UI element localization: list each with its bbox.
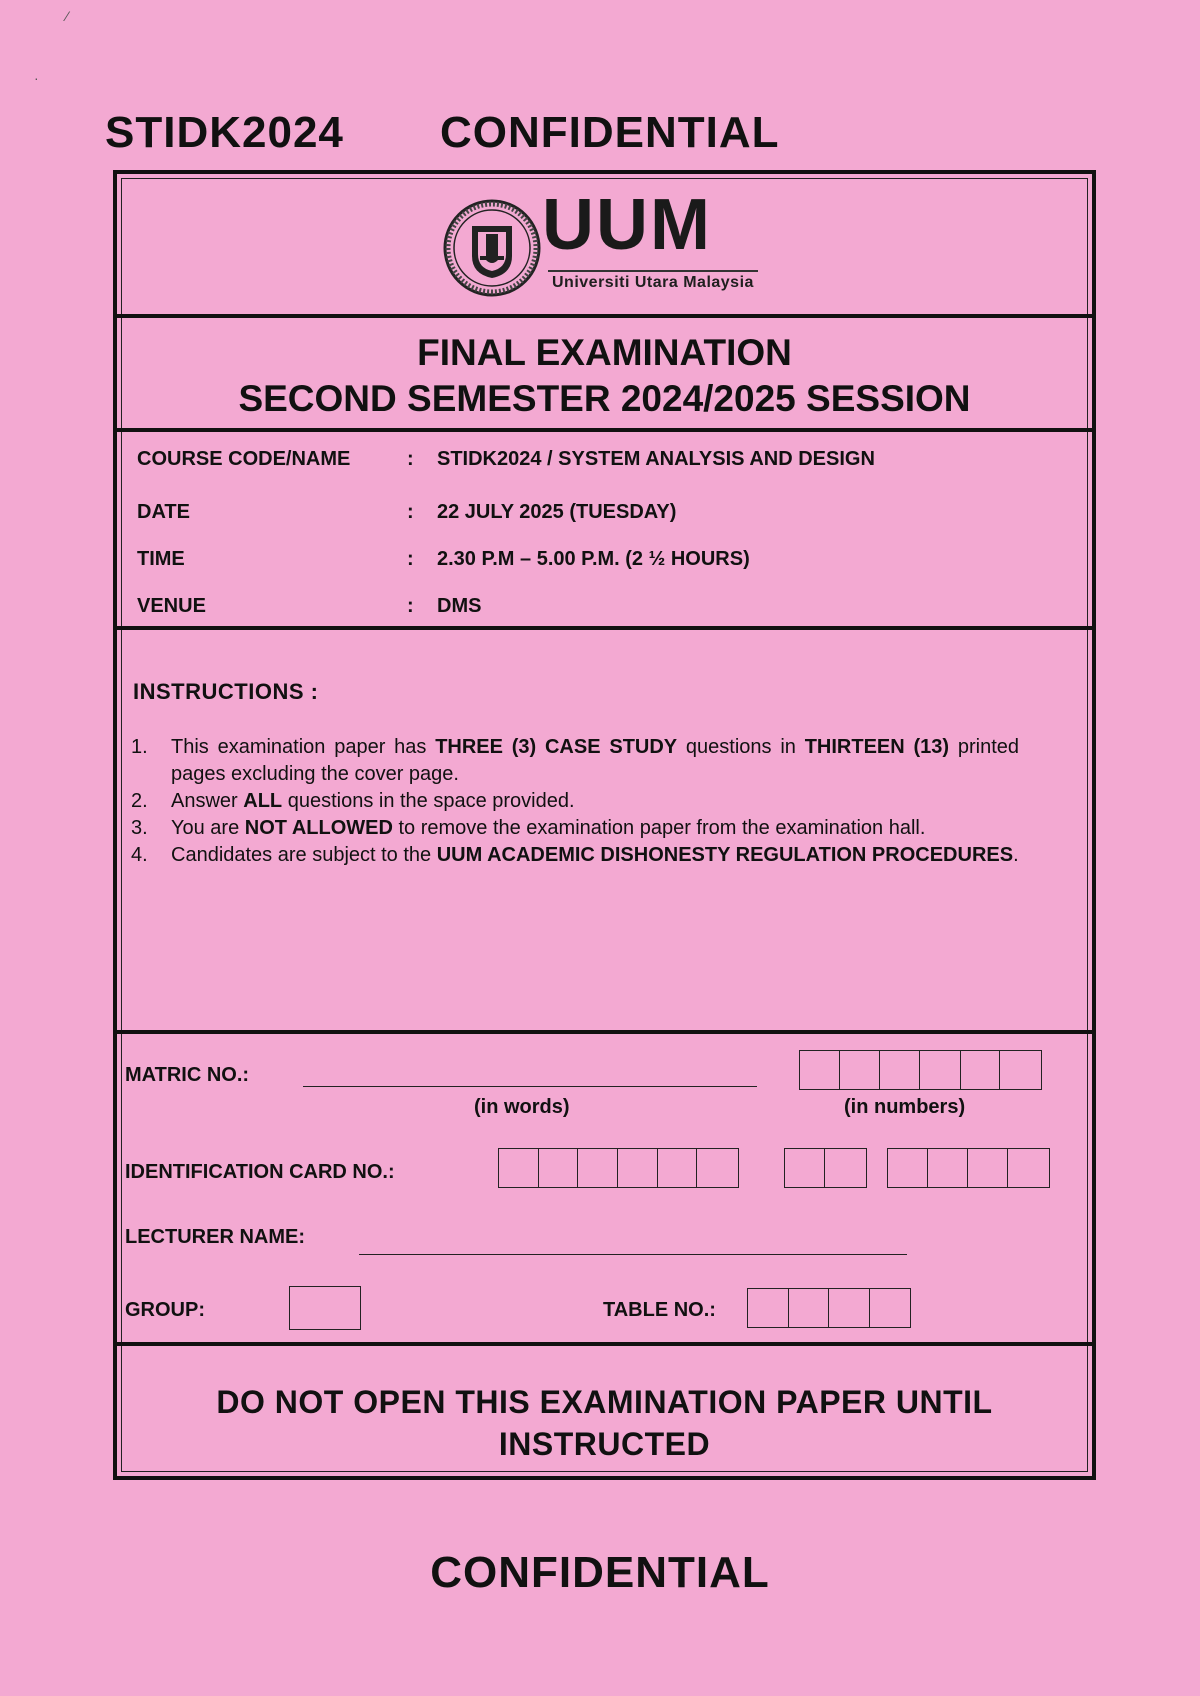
venue-label: VENUE	[137, 595, 206, 617]
cover-frame	[113, 170, 1096, 1480]
time-colon: :	[407, 548, 414, 570]
matric-words-line[interactable]	[303, 1086, 757, 1087]
scan-mark: ⁄	[66, 8, 69, 24]
exam-session: SECOND SEMESTER 2024/2025 SESSION	[238, 378, 971, 419]
date-value: 22 JULY 2025 (TUESDAY)	[437, 501, 677, 523]
divider	[117, 626, 1092, 630]
time-label: TIME	[137, 548, 185, 570]
divider	[117, 1342, 1092, 1346]
lecturer-line[interactable]	[359, 1254, 907, 1255]
matric-number-boxes[interactable]	[799, 1050, 1042, 1090]
table-boxes[interactable]	[747, 1288, 911, 1328]
ic-boxes-part3[interactable]	[887, 1148, 1050, 1188]
date-colon: :	[407, 501, 414, 523]
venue-colon: :	[407, 595, 414, 617]
venue-value: DMS	[437, 595, 482, 617]
date-label: DATE	[137, 501, 190, 523]
divider	[117, 314, 1092, 318]
matric-label: MATRIC NO.:	[125, 1064, 250, 1086]
instructions-list	[131, 734, 1019, 869]
table-label: TABLE NO.:	[603, 1299, 716, 1321]
instruction-item: 4. Candidates are subject to the UUM ACADEMIC DISHONESTY REGULATION PROCEDURES.	[131, 844, 1019, 866]
instruction-item: 1. This examination paper has THREE (3) CASE STUDY questions in THIRTEEN (13) printed pages excluding the cover page.	[131, 736, 1020, 785]
instruction-item: 3. You are NOT ALLOWED to remove the examination paper from the examination hall.	[131, 817, 926, 839]
warning-line-2: INSTRUCTED	[498, 1426, 711, 1462]
course-colon: :	[407, 448, 414, 470]
group-label: GROUP:	[125, 1299, 205, 1321]
in-numbers-caption: (in numbers)	[844, 1096, 966, 1118]
instruction-item: 2. Answer ALL questions in the space provided.	[131, 790, 575, 812]
header-confidential: CONFIDENTIAL	[440, 108, 780, 157]
in-words-caption: (in words)	[474, 1096, 570, 1118]
ic-boxes-part1[interactable]	[498, 1148, 739, 1188]
brand-wordmark: UUM	[542, 185, 712, 265]
group-box[interactable]	[289, 1286, 361, 1330]
uum-logo	[442, 185, 762, 298]
divider	[117, 428, 1092, 432]
brand-subtitle: Universiti Utara Malaysia	[552, 274, 754, 291]
ic-label: IDENTIFICATION CARD NO.:	[125, 1161, 395, 1183]
footer-confidential: CONFIDENTIAL	[430, 1548, 770, 1597]
university-seal-icon	[442, 198, 542, 298]
time-value: 2.30 P.M – 5.00 P.M. (2 ½ HOURS)	[437, 548, 750, 570]
warning-line-1: DO NOT OPEN THIS EXAMINATION PAPER UNTIL	[216, 1384, 993, 1420]
brand-divider	[548, 270, 758, 272]
divider	[117, 1030, 1092, 1034]
header-course-code: STIDK2024	[105, 108, 344, 157]
ic-boxes-part2[interactable]	[784, 1148, 867, 1188]
lecturer-label: LECTURER NAME:	[125, 1226, 305, 1248]
scan-mark: ·	[34, 70, 39, 86]
instructions-heading: INSTRUCTIONS :	[133, 679, 319, 704]
course-label: COURSE CODE/NAME	[137, 448, 351, 470]
exam-title: FINAL EXAMINATION	[417, 332, 792, 373]
course-value: STIDK2024 / SYSTEM ANALYSIS AND DESIGN	[437, 448, 875, 470]
